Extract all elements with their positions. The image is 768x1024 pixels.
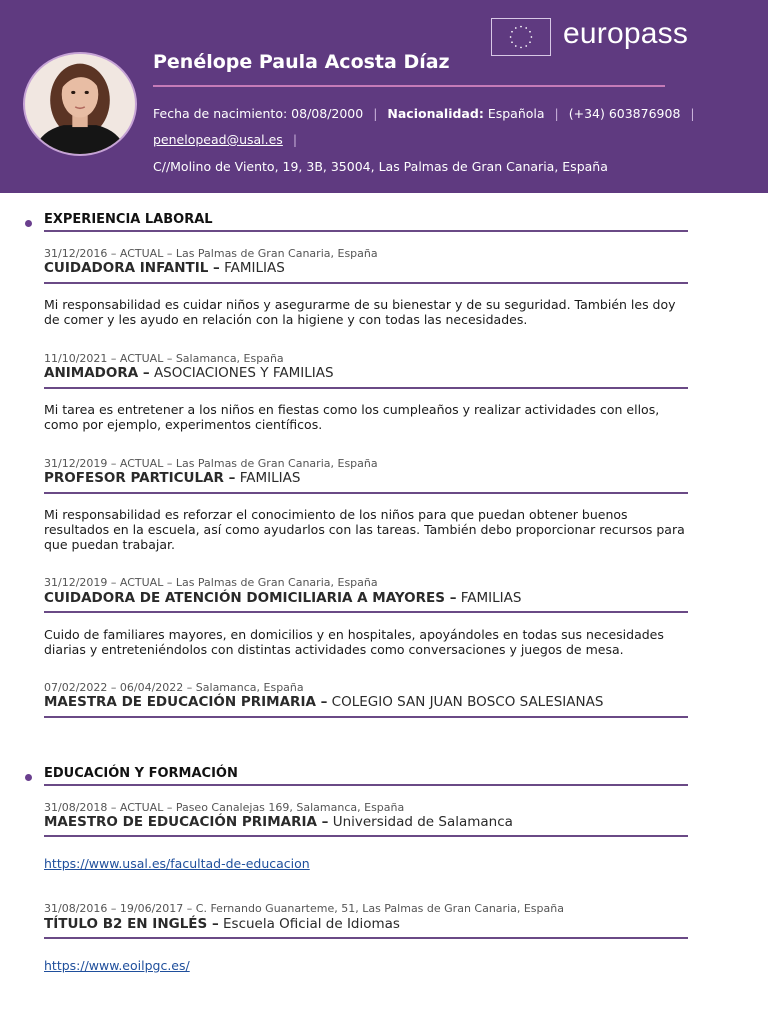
job-description: Mi responsabilidad es cuidar niños y asegurarme de su bienestar y de su seguridad. También les doy de comer y les ayudo en relación con la higiene y con todas las necesidades. — [44, 297, 676, 327]
entry-divider — [44, 387, 688, 389]
entry-divider — [44, 492, 688, 494]
job-meta: 31/12/2019 – ACTUAL – Las Palmas de Gran Canaria, España — [44, 576, 378, 589]
nationality-label: Nacionalidad: — [387, 106, 484, 121]
job-employer: FAMILIAS — [224, 260, 285, 276]
job-role: CUIDADORA DE ATENCIÓN DOMICILIARIA A MAYORES – — [44, 590, 457, 606]
section-divider — [44, 230, 688, 232]
education-title — [44, 814, 513, 830]
address: C//Molino de Viento, 19, 3B, 35004, Las Palmas de Gran Canaria, España — [153, 159, 608, 174]
job-role: MAESTRA DE EDUCACIÓN PRIMARIA – — [44, 694, 328, 710]
section-bullet — [25, 220, 32, 227]
name-divider — [153, 85, 665, 87]
job-title — [44, 365, 334, 381]
institution-link[interactable]: https://www.usal.es/facultad-de-educacion — [44, 856, 310, 871]
job-meta: 11/10/2021 – ACTUAL – Salamanca, España — [44, 352, 284, 365]
entry-divider — [44, 937, 688, 939]
europass-logo: europass — [563, 17, 689, 50]
job-meta: 31/12/2016 – ACTUAL – Las Palmas de Gran Canaria, España — [44, 247, 378, 260]
section-title-experience: EXPERIENCIA LABORAL — [44, 212, 213, 227]
eu-flag-icon — [491, 18, 551, 56]
job-role: PROFESOR PARTICULAR – — [44, 470, 236, 486]
info-separator: | — [690, 106, 695, 121]
birth-date-label: Fecha de nacimiento: — [153, 106, 288, 121]
degree-name: TÍTULO B2 EN INGLÉS – — [44, 916, 219, 932]
entry-divider — [44, 716, 688, 718]
email-link[interactable]: penelopead@usal.es — [153, 132, 283, 147]
education-meta: 31/08/2018 – ACTUAL – Paseo Canalejas 169, Salamanca, España — [44, 801, 405, 814]
job-description: Cuido de familiares mayores, en domicilios y en hospitales, apoyándoles en todas sus necesidades diarias y entreteniéndolos con distintas actividades como conversaciones y juegos de mesa. — [44, 627, 664, 657]
phone-number: (+34) 603876908 — [568, 106, 681, 121]
job-employer: ASOCIACIONES Y FAMILIAS — [153, 365, 334, 381]
entry-divider — [44, 611, 688, 613]
job-employer: COLEGIO SAN JUAN BOSCO SALESIANAS — [331, 694, 604, 710]
entry-divider — [44, 835, 688, 837]
job-title — [44, 590, 521, 606]
section-title-education: EDUCACIÓN Y FORMACIÓN — [44, 766, 238, 781]
personal-info-line-1 — [153, 106, 701, 121]
candidate-name: Penélope Paula Acosta Díaz — [153, 51, 450, 73]
job-meta: 31/12/2019 – ACTUAL – Las Palmas de Gran Canaria, España — [44, 457, 378, 470]
info-separator: | — [373, 106, 378, 121]
education-meta: 31/08/2016 – 19/06/2017 – C. Fernando Guanarteme, 51, Las Palmas de Gran Canaria, España — [44, 902, 564, 915]
info-separator: | — [554, 106, 559, 121]
job-title — [44, 694, 603, 710]
info-separator: | — [292, 132, 298, 147]
job-description: Mi tarea es entretener a los niños en fiestas como los cumpleaños y realizar actividades con ellos, como por ejemplo, experimentos científicos. — [44, 402, 660, 432]
institution-link[interactable]: https://www.eoilpgc.es/ — [44, 958, 190, 973]
job-role: CUIDADORA INFANTIL – — [44, 260, 220, 276]
section-bullet — [25, 774, 32, 781]
profile-photo — [23, 52, 137, 156]
personal-info-line-2 — [153, 132, 303, 147]
institution-name: Escuela Oficial de Idiomas — [223, 916, 400, 932]
job-role: ANIMADORA – — [44, 365, 150, 381]
job-employer: FAMILIAS — [460, 590, 522, 606]
entry-divider — [44, 282, 688, 284]
degree-name: MAESTRO DE EDUCACIÓN PRIMARIA – — [44, 814, 329, 830]
institution-name: Universidad de Salamanca — [332, 814, 513, 830]
job-title — [44, 260, 285, 276]
job-description: Mi responsabilidad es reforzar el conocimiento de los niños para que puedan obtener buenos resultados en la escuela, así como ayudarlos con las tareas. También debo proporcionar recursos para que puedan trabajar. — [44, 507, 685, 552]
job-meta: 07/02/2022 – 06/04/2022 – Salamanca, España — [44, 681, 304, 694]
birth-date-value: 08/08/2000 — [291, 106, 364, 121]
profile-header — [0, 0, 768, 193]
nationality-value: Española — [487, 106, 545, 121]
job-title — [44, 470, 300, 486]
job-employer: FAMILIAS — [239, 470, 301, 486]
education-title — [44, 916, 400, 932]
section-divider — [44, 784, 688, 786]
